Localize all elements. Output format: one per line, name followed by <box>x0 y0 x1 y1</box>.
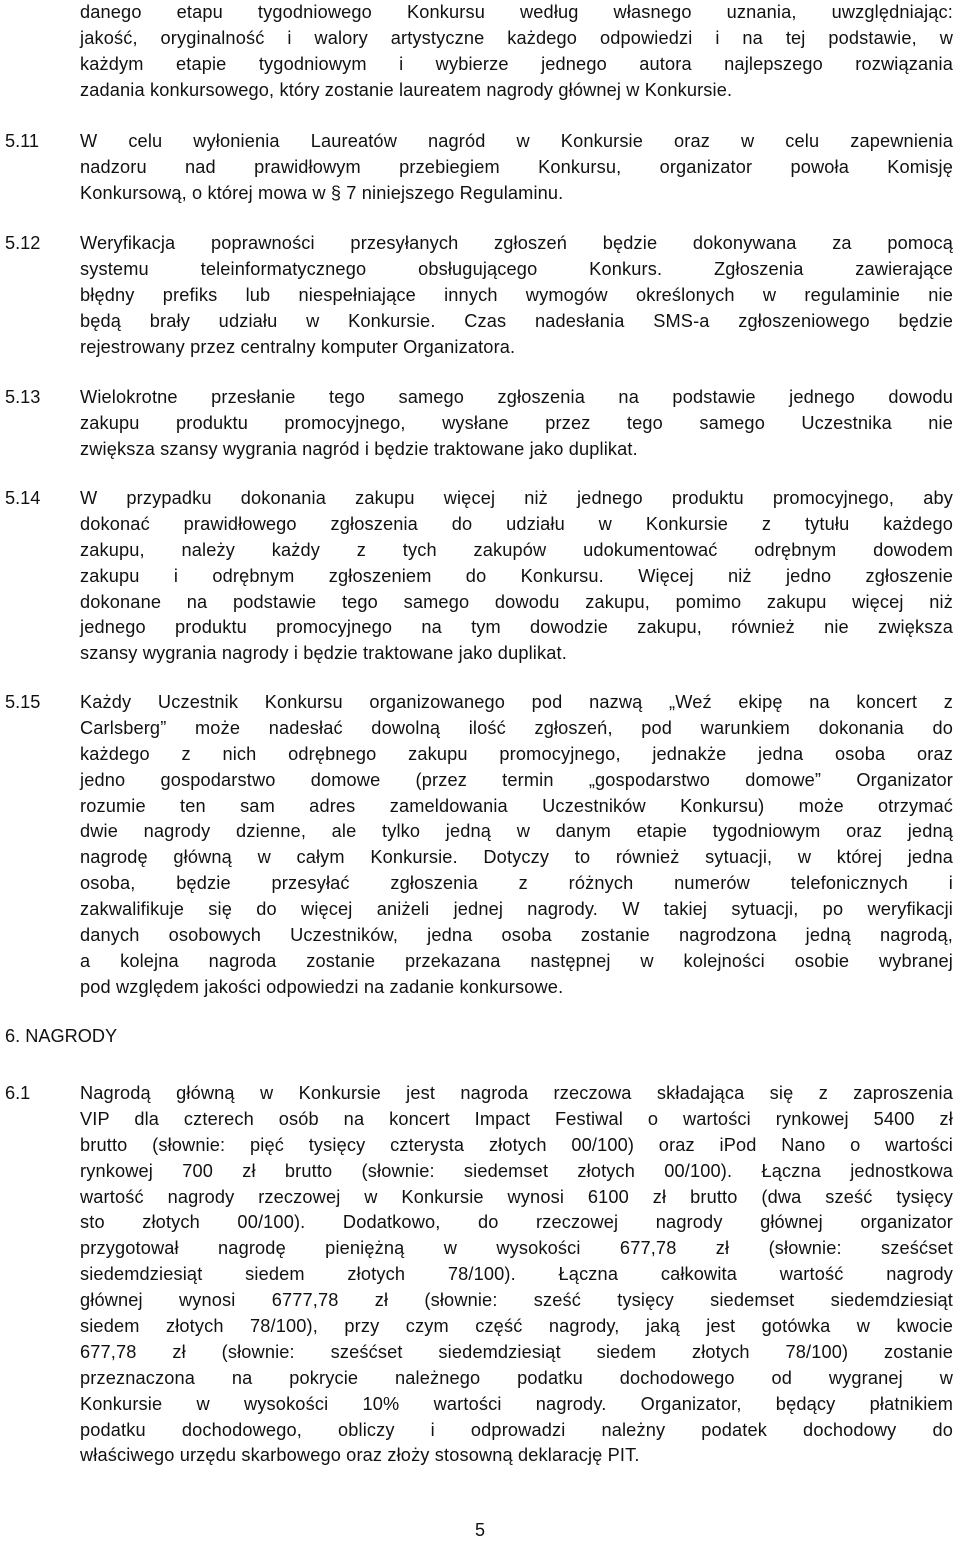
text-line: wartość nagrody rzeczowej w Konkursie wynosi 6100 zł brutto (dwa sześć tysięcy <box>80 1186 953 1207</box>
text-line: dokonać prawidłowego zgłoszenia do udziału w Konkursie z tytułu każdego <box>80 513 953 534</box>
section-number: 5.15 <box>5 692 41 712</box>
section-heading: 6. NAGRODY <box>5 1026 118 1046</box>
text-line: brutto (słownie: pięć tysięcy czterysta złotych 00/100) oraz iPod Nano o wartości <box>80 1134 953 1155</box>
text-line: osoba, będzie przesyłać zgłoszenia z różnych numerów telefonicznych i <box>80 873 953 894</box>
text-line: zwiększa szansy wygrania nagród i będzie traktowane jako duplikat. <box>80 438 638 459</box>
text-line: będą brały udziału w Konkursie. Czas nadesłania SMS-a zgłoszeniowego będzie <box>80 310 953 331</box>
text-line: nadzoru nad prawidłowym przebiegiem Konkursu, organizator powoła Komisję <box>80 156 953 177</box>
text-line: jakość, oryginalność i walory artystyczne każdego odpowiedzi i na tej podstawie, w <box>80 27 953 48</box>
text-line: danego etapu tygodniowego Konkursu według własnego uznania, uwzględniając: <box>80 2 953 22</box>
text-line: sto złotych 00/100). Dodatkowo, do rzeczowej nagrody głównej organizator <box>80 1212 953 1233</box>
text-line: siedem złotych 78/100), przy czym część nagrody, jaką jest gotówka w kwocie <box>80 1316 953 1337</box>
text-line: 677,78 zł (słownie: sześćset siedemdziesiąt siedem złotych 78/100) zostanie <box>80 1341 953 1362</box>
text-line: dwie nagrody dzienne, ale tylko jedną w danym etapie tygodniowym oraz jedną <box>80 821 953 842</box>
text-line: zakwalifikuje się do więcej aniżeli jednej nagrody. W takiej sytuacji, po weryfikacji <box>80 899 953 920</box>
section-number: 5.11 <box>5 131 40 151</box>
text-line: Konkursową, o której mowa w § 7 niniejszego Regulaminu. <box>80 182 564 203</box>
text-line: a kolejna nagroda zostanie przekazana następnej w kolejności osobie wybranej <box>80 950 953 971</box>
text-line: zakupu, należy każdy z tych zakupów udokumentować odrębnym dowodem <box>80 539 953 560</box>
intro-paragraph <box>80 0 953 104</box>
text-line: W przypadku dokonania zakupu więcej niż jednego produktu promocyjnego, aby <box>80 488 953 508</box>
text-line: systemu teleinformatycznego obsługującego Konkurs. Zgłoszenia zawierające <box>80 258 953 279</box>
text-line: szansy wygrania nagrody i będzie traktowane jako duplikat. <box>80 643 567 664</box>
text-line: nagrodę główną w całym Konkursie. Dotyczy to również sytuacji, w której jedna <box>80 847 953 868</box>
text-line: zakupu i odrębnym zgłoszeniem do Konkursu. Więcej niż jedno zgłoszenie <box>80 565 953 586</box>
section-number: 5.12 <box>5 233 41 253</box>
text-line: Wielokrotne przesłanie tego samego zgłoszenia na podstawie jednego dowodu <box>80 387 953 407</box>
text-line: każdego z nich odrębnego zakupu promocyjnego, jednakże jedna osoba oraz <box>80 743 953 764</box>
text-line: Carlsberg” może nadesłać dowolną ilość zgłoszeń, pod warunkiem dokonania do <box>80 717 953 738</box>
section-5-15-paragraph <box>80 690 953 1001</box>
section-5-12-paragraph <box>80 231 953 360</box>
section-number: 6.1 <box>5 1083 31 1103</box>
text-line: dokonane na podstawie tego samego dowodu zakupu, pomimo zakupu więcej niż <box>80 591 953 612</box>
text-line: Weryfikacja poprawności przesyłanych zgłoszeń będzie dokonywana za pomocą <box>80 233 953 253</box>
text-line: rozumie ten sam adres zameldowania Uczestników Konkursu) może otrzymać <box>80 795 953 816</box>
section-6-1-paragraph <box>80 1081 953 1469</box>
text-line: przygotował nagrodę pieniężną w wysokości 677,78 zł (słownie: sześćset <box>80 1238 953 1259</box>
section-5-13-paragraph <box>80 385 953 463</box>
text-line: Nagrodą główną w Konkursie jest nagroda rzeczowa składająca się z zaproszenia <box>80 1083 953 1103</box>
text-line: błędny prefiks lub niespełniające innych wymogów określonych w regulaminie nie <box>80 284 953 305</box>
text-line: Każdy Uczestnik Konkursu organizowanego pod nazwą „Weź ekipę na koncert z <box>80 692 953 712</box>
page-number: 5 <box>474 1520 485 1540</box>
text-line: właściwego urzędu skarbowego oraz złoży stosowną deklarację PIT. <box>80 1445 640 1466</box>
text-line: zakupu produktu promocyjnego, wysłane przez tego samego Uczestnika nie <box>80 412 953 433</box>
text-line: jednego produktu promocyjnego na tym dowodzie zakupu, również nie zwiększa <box>80 617 953 638</box>
section-number: 5.13 <box>5 387 41 407</box>
text-line: pod względem jakości odpowiedzi na zadanie konkursowe. <box>80 976 564 997</box>
text-line: jedno gospodarstwo domowe (przez termin „gospodarstwo domowe” Organizator <box>80 769 953 790</box>
text-line: zadania konkursowego, który zostanie laureatem nagrody głównej w Konkursie. <box>80 79 733 100</box>
text-line: każdym etapie tygodniowym i wybierze jednego autora najlepszego rozwiązania <box>80 53 953 74</box>
text-line: głównej wynosi 6777,78 zł (słownie: sześć tysięcy siedemset siedemdziesiąt <box>80 1290 953 1311</box>
text-line: siedemdziesiąt siedem złotych 78/100). Łączna całkowita wartość nagrody <box>80 1264 953 1285</box>
section-5-14-paragraph <box>80 486 953 667</box>
text-line: rejestrowany przez centralny komputer Organizatora. <box>80 336 516 357</box>
text-line: VIP dla czterech osób na koncert Impact Festiwal o wartości rynkowej 5400 zł <box>80 1108 953 1129</box>
text-line: Konkursie w wysokości 10% wartości nagrody. Organizator, będący płatnikiem <box>80 1393 953 1414</box>
section-number: 5.14 <box>5 488 41 508</box>
text-line: przeznaczona na pokrycie należnego podatku dochodowego od wygranej w <box>80 1367 953 1388</box>
text-line: podatku dochodowego, obliczy i odprowadzi należny podatek dochodowy do <box>80 1419 953 1440</box>
text-line: rynkowej 700 zł brutto (słownie: siedemset złotych 00/100). Łączna jednostkowa <box>80 1160 953 1181</box>
text-line: danych osobowych Uczestników, jedna osoba zostanie nagrodzona jedną nagrodą, <box>80 925 953 946</box>
text-line: W celu wyłonienia Laureatów nagród w Konkursie oraz w celu zapewnienia <box>80 131 953 151</box>
section-5-11-paragraph <box>80 129 953 207</box>
